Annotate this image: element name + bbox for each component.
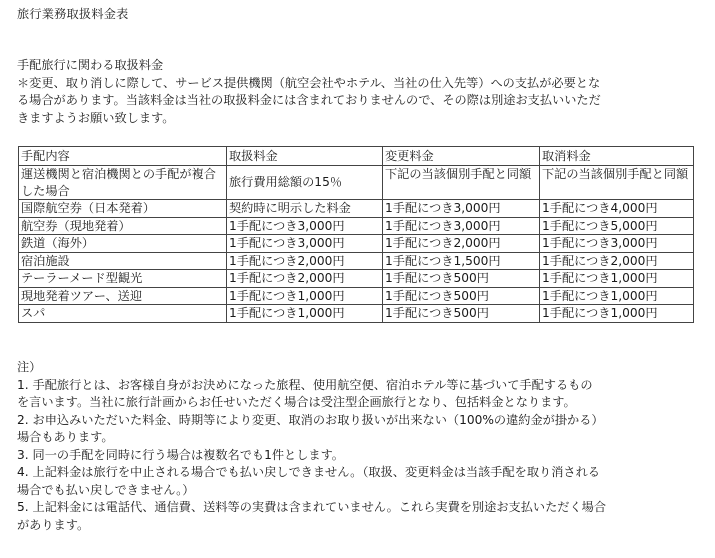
intro-section (17, 57, 707, 127)
intro-line: きますようお願い致します。 (17, 110, 175, 125)
table-cell: 1手配につき2,000円 (227, 270, 383, 288)
note-line: があります。 (17, 517, 90, 532)
table-cell: 旅行費用総額の15％ (227, 166, 383, 200)
header-arrangement: 手配内容 (19, 147, 227, 166)
note-line: 4. 上記料金は旅行を中止される場合でも払い戻しできません。（取扱、変更料金は当該手配を取り消される (17, 465, 600, 479)
notes-heading: 注） (17, 360, 42, 374)
table-row (19, 287, 694, 305)
table-cell: テーラーメード型観光 (19, 270, 227, 288)
table-cell: 1手配につき1,000円 (540, 305, 694, 323)
table-cell: 1手配につき4,000円 (540, 200, 694, 218)
note-line: を言います。当社に旅行計画からお任せいただく場合は受注型企画旅行となり、包括料金となります。 (17, 395, 576, 409)
table-cell: 1手配につき2,000円 (383, 235, 540, 253)
table-cell: 1手配につき2,000円 (227, 252, 383, 270)
note-line: 場合でも払い戻しできません。） (17, 482, 195, 497)
table-cell: 鉄道（海外） (19, 235, 227, 253)
intro-line: る場合があります。当該料金は当社の取扱料金には含まれておりませんので、その際は別途お支払いいただ (17, 93, 601, 107)
notes-section (17, 359, 707, 534)
table-cell: 1手配につき3,000円 (227, 217, 383, 235)
table-cell: 1手配につき500円 (383, 287, 540, 305)
table-cell: 1手配につき3,000円 (383, 217, 540, 235)
intro-heading: 手配旅行に関わる取扱料金 (17, 58, 164, 72)
table-row (19, 252, 694, 270)
table-cell: 1手配につき1,000円 (540, 287, 694, 305)
header-cancel-fee: 取消料金 (540, 147, 694, 166)
header-change-fee: 変更料金 (383, 147, 540, 166)
page-title: 旅行業務取扱料金表 (17, 7, 129, 21)
table-cell: 航空券（現地発着） (19, 217, 227, 235)
note-line: 2. お申込みいただいた料金、時期等により変更、取消のお取り扱いが出来ない（100%の違約金が掛かる） (17, 412, 604, 427)
note-line: 3. 同一の手配を同時に行う場合は複数名でも1件とします。 (17, 447, 344, 462)
table-cell: 宿泊施設 (19, 252, 227, 270)
table-row (19, 166, 694, 200)
intro-line: ＊変更、取り消しに際して、サービス提供機関（航空会社やホテル、当社の仕入先等）への支払が必要とな (17, 75, 601, 90)
table-cell: 1手配につき3,000円 (383, 200, 540, 218)
note-line: 1. 手配旅行とは、お客様自身がお決めになった旅程、使用航空便、宿泊ホテル等に基づいて手配するもの (17, 377, 593, 392)
table-cell: 契約時に明示した料金 (227, 200, 383, 218)
table-row (19, 217, 694, 235)
table-cell: 1手配につき1,000円 (540, 270, 694, 288)
table-cell: 下記の当該個別手配と同額 (540, 166, 694, 200)
table-cell: 下記の当該個別手配と同額 (383, 166, 540, 200)
table-row (19, 305, 694, 323)
table-row (19, 270, 694, 288)
table-cell: 1手配につき500円 (383, 270, 540, 288)
note-line: 場合もあります。 (17, 430, 114, 444)
table-cell: 運送機関と宿泊機関との手配が複合した場合 (19, 166, 227, 200)
table-cell: スパ (19, 305, 227, 323)
table-cell: 現地発着ツアー、送迎 (19, 287, 227, 305)
table-header-row (19, 147, 694, 166)
table-cell: 1手配につき1,000円 (227, 287, 383, 305)
table-cell: 1手配につき2,000円 (540, 252, 694, 270)
table-cell: 1手配につき3,000円 (540, 235, 694, 253)
table-cell: 1手配につき5,000円 (540, 217, 694, 235)
table-cell: 1手配につき1,500円 (383, 252, 540, 270)
table-row (19, 235, 694, 253)
note-line: 5. 上記料金には電話代、通信費、送料等の実費は含まれていません。これら実費を別途お支払いただく場合 (17, 500, 607, 514)
table-cell: 1手配につき500円 (383, 305, 540, 323)
table-cell: 国際航空券（日本発着） (19, 200, 227, 218)
fee-table (18, 146, 694, 323)
table-row (19, 200, 694, 218)
table-cell: 1手配につき1,000円 (227, 305, 383, 323)
header-handling-fee: 取扱料金 (227, 147, 383, 166)
table-cell: 1手配につき3,000円 (227, 235, 383, 253)
